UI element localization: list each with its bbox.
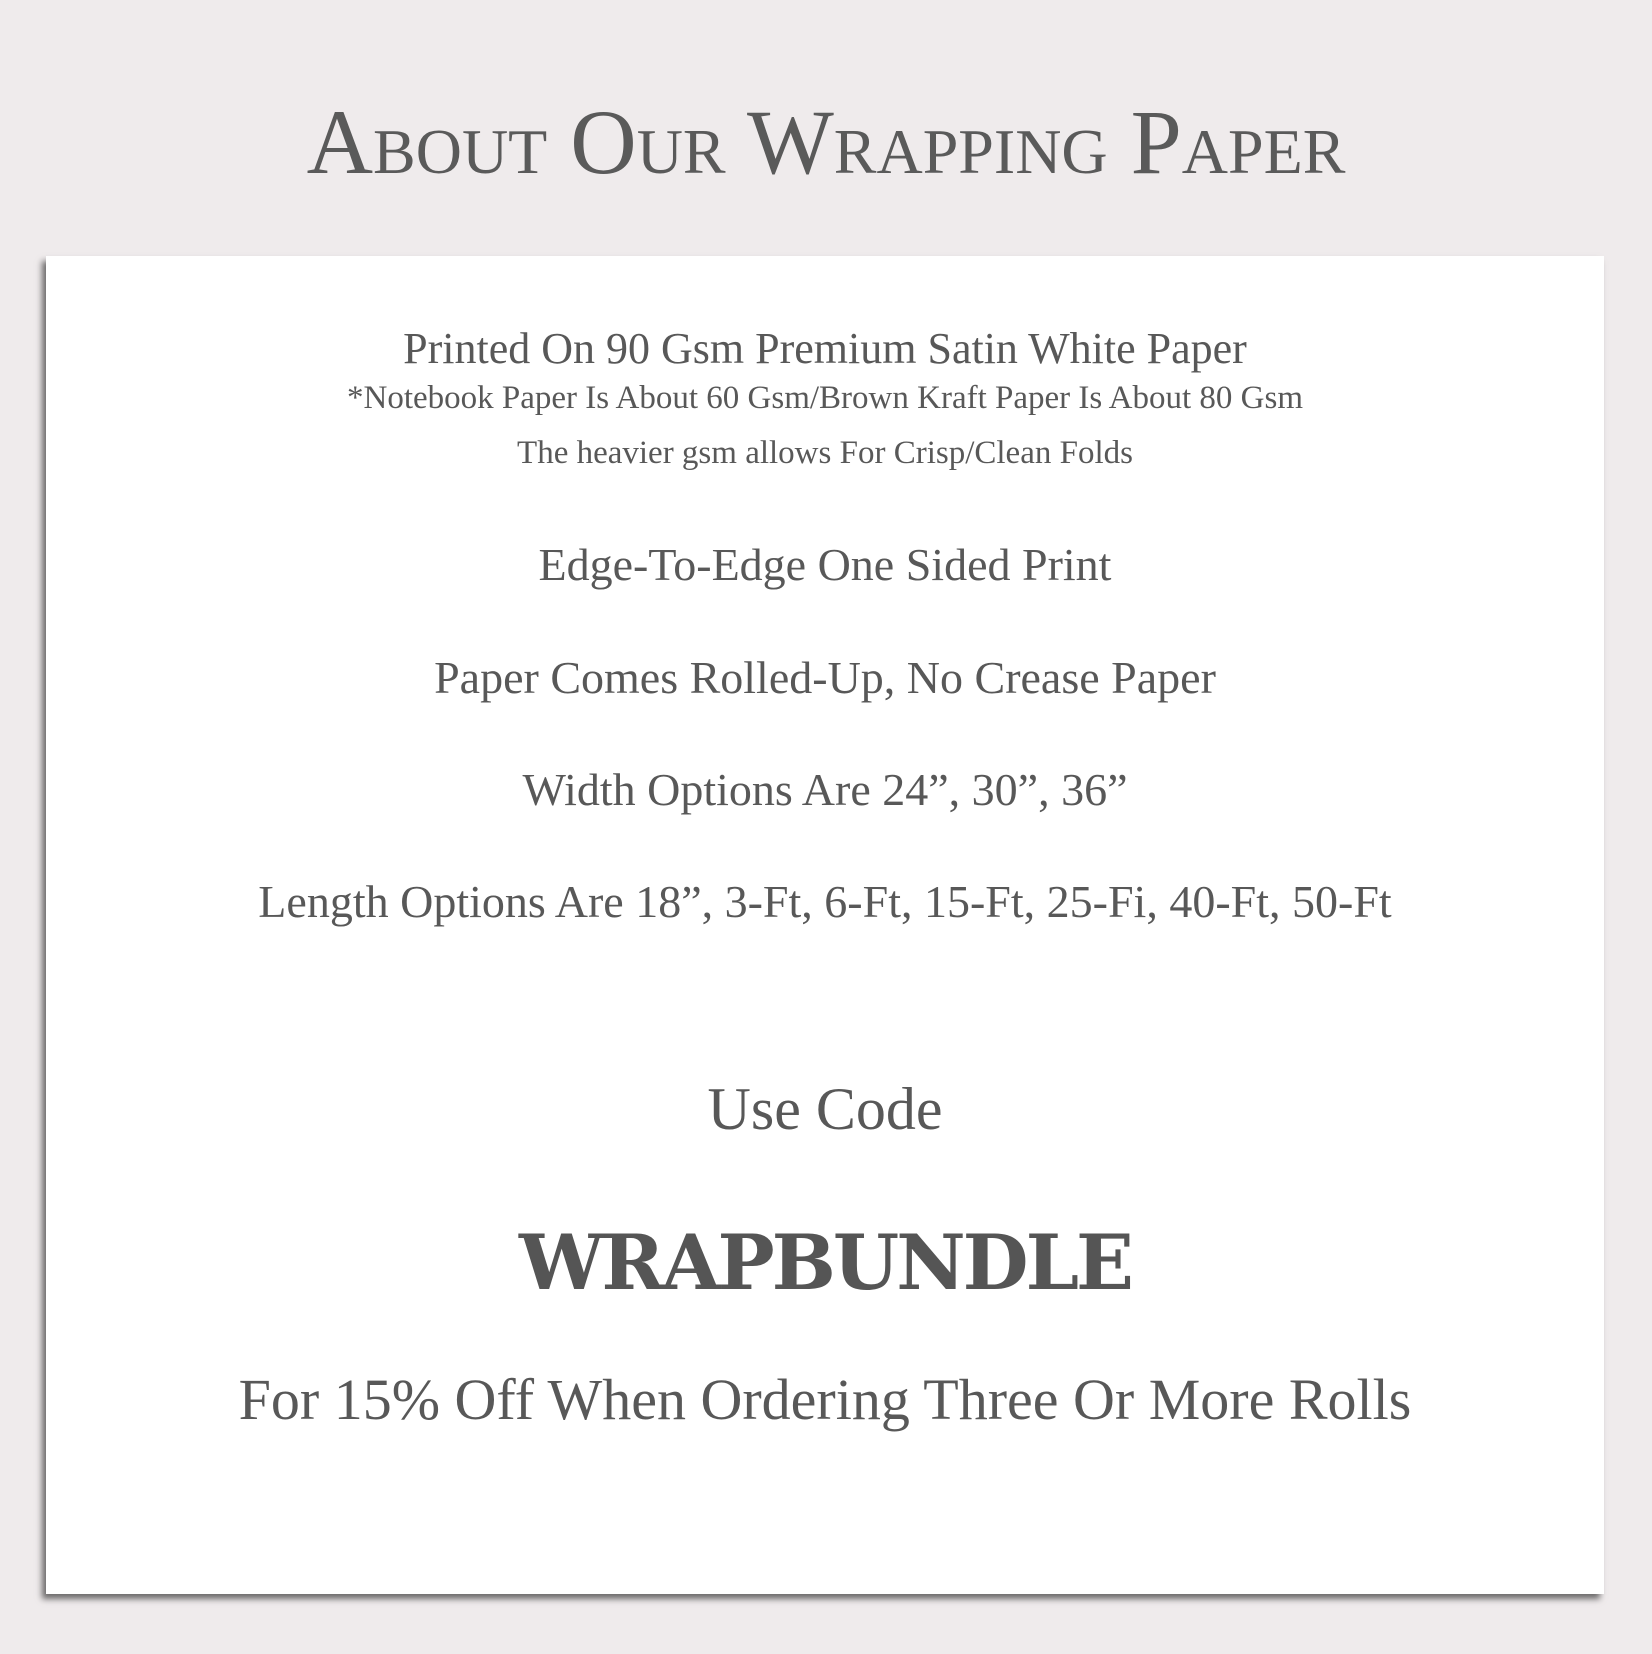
print-type-text: Edge-To-Edge One Sided Print	[538, 539, 1112, 590]
paper-spec-text: Printed On 90 Gsm Premium Satin White Paper	[403, 324, 1247, 373]
fold-quality-note: The heavier gsm allows For Crisp/Clean Folds	[517, 435, 1133, 471]
gsm-comparison-note: *Notebook Paper Is About 60 Gsm/Brown Kraft Paper Is About 80 Gsm	[346, 380, 1303, 416]
length-options-text: Length Options Are 18”, 3-Ft, 6-Ft, 15-Ft, 25-Fi, 40-Ft, 50-Ft	[258, 876, 1392, 927]
page-title: About Our Wrapping Paper	[306, 91, 1346, 193]
discount-offer-text: For 15% Off When Ordering Three Or More Rolls	[238, 1367, 1412, 1432]
use-code-label: Use Code	[707, 1076, 943, 1142]
promo-code: WRAPBUNDLE	[519, 1218, 1131, 1307]
info-card	[46, 256, 1604, 1594]
width-options-text: Width Options Are 24”, 30”, 36”	[522, 764, 1128, 815]
shipping-format-text: Paper Comes Rolled-Up, No Crease Paper	[434, 652, 1216, 703]
